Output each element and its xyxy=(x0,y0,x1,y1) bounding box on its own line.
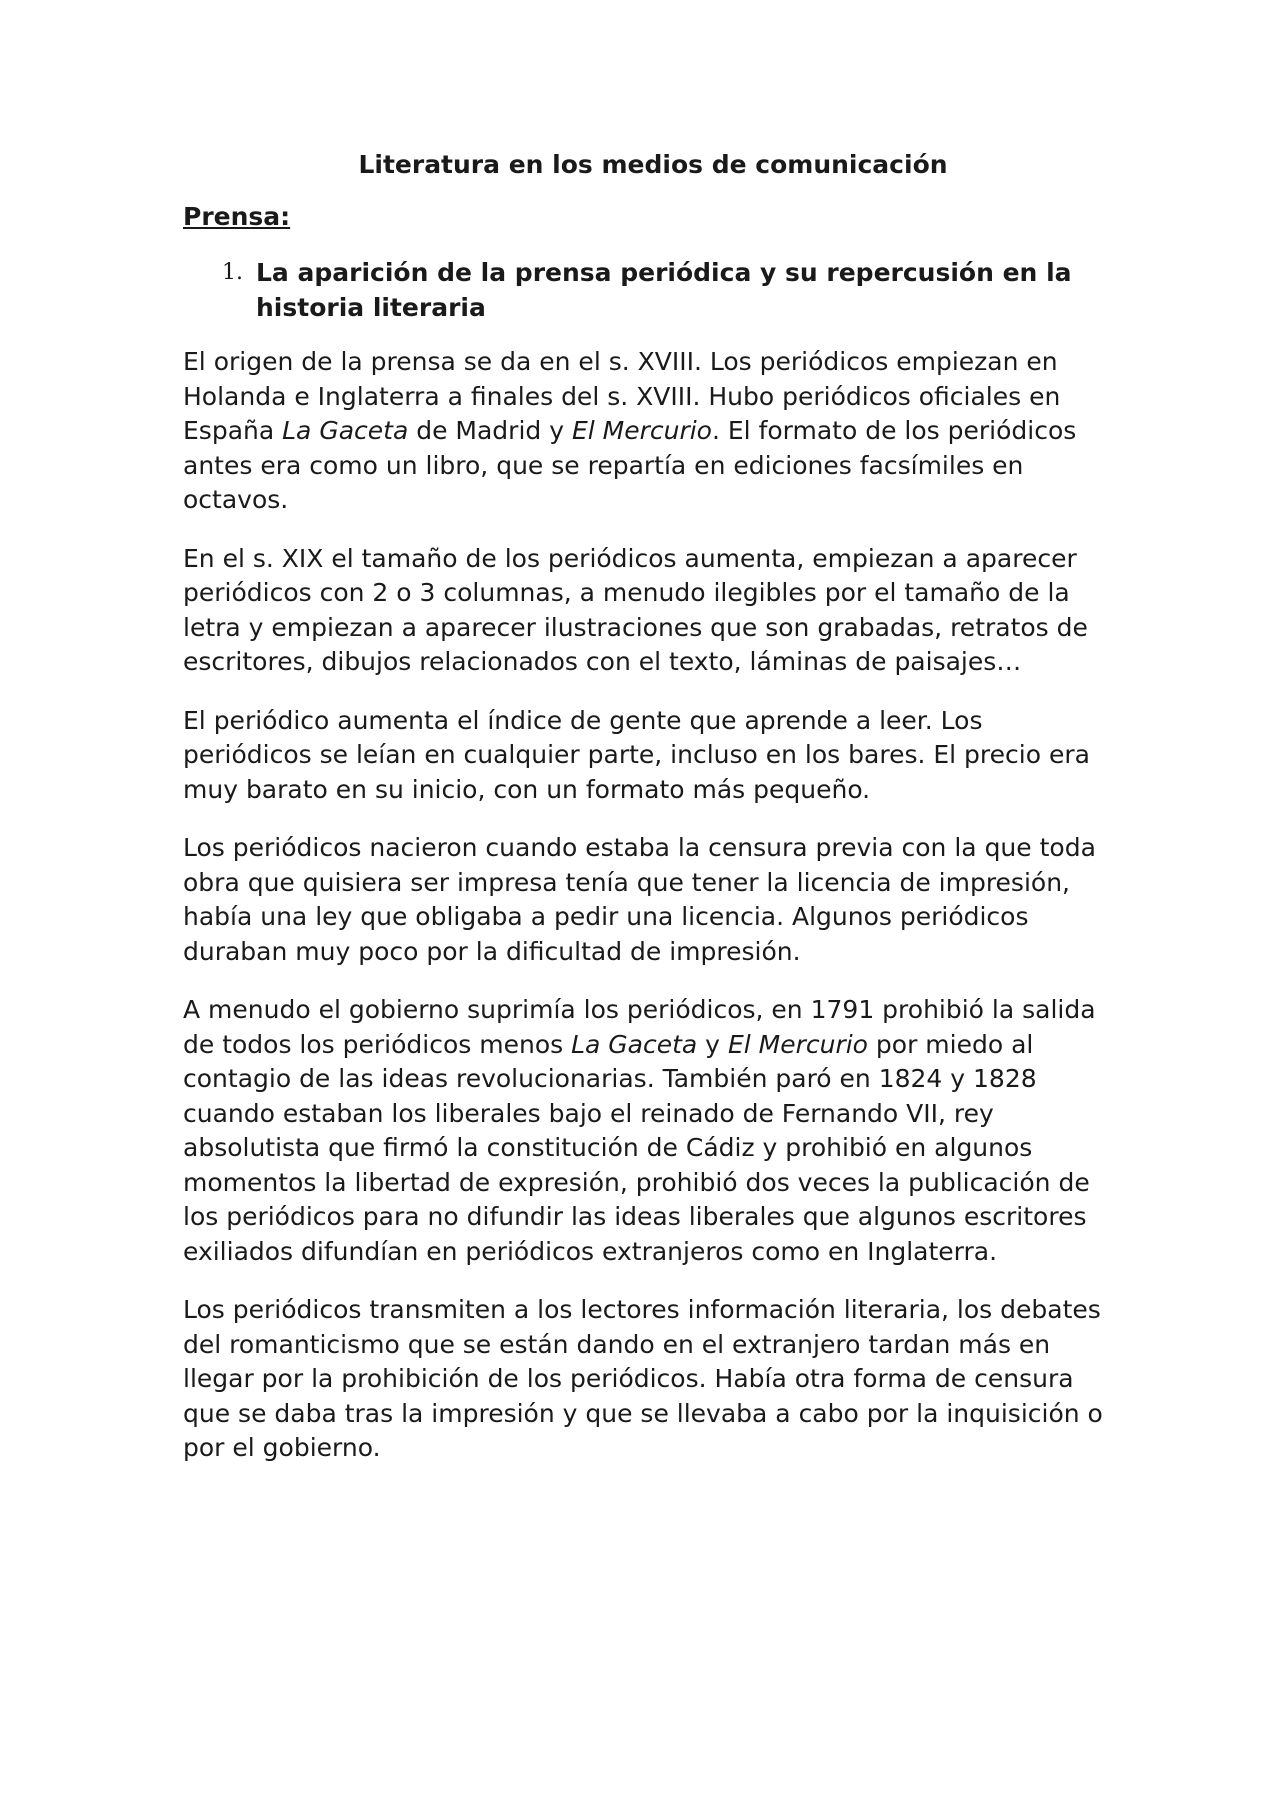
newspaper-title: La Gaceta xyxy=(571,1029,698,1059)
section-heading: Prensa: xyxy=(183,202,291,231)
paragraph-text: . El formato de los periódicos antes era como un libro, que se repartía en ediciones facsímiles en octavos. xyxy=(183,416,1077,514)
list-number: 1. xyxy=(222,260,243,285)
document-body xyxy=(183,148,1103,1490)
page-title: Literatura en los medios de comunicación xyxy=(358,150,948,179)
paragraph-text: de Madrid y xyxy=(408,416,572,445)
numbered-list-item xyxy=(183,256,1103,325)
newspaper-title: El Mercurio xyxy=(727,1029,868,1059)
paragraph-text: y xyxy=(697,1029,728,1059)
paragraph-4: Los periódicos nacieron cuando estaba la censura previa con la que toda obra que quisiera ser impresa tenía que tener la licencia de impresión, había una ley que obligaba a pedir una licencia. Algunos periódicos duraban muy poco por la dificultad de impresión. xyxy=(183,833,1096,966)
list-item-heading: La aparición de la prensa periódica y su repercusión en la historia literaria xyxy=(256,258,1072,322)
paragraph-5 xyxy=(183,993,1103,1269)
newspaper-title: El Mercurio xyxy=(571,416,712,445)
paragraph-text: A menudo el gobierno suprimía los periódicos, en 1791 prohibió la salida de todos los periódicos menos xyxy=(183,995,1096,1059)
paragraph-text: por miedo al contagio de las ideas revolucionarias. También paró en 1824 y 1828 cuando estaban los liberales bajo el reinado de Fernando VII, rey absolutista que firmó la constitución de Cádiz y prohibió en algunos momentos la libertad de expresión, prohibió dos veces la publicación de los periódicos para no difundir las ideas liberales que algunos escritores exiliados difundían en periódicos extranjeros como en Inglaterra. xyxy=(183,1029,1090,1266)
paragraph-3: El periódico aumenta el índice de gente que aprende a leer. Los periódicos se leían en cualquier parte, incluso en los bares. El precio era muy barato en su inicio, con un formato más pequeño. xyxy=(183,705,1090,804)
newspaper-title: La Gaceta xyxy=(282,416,409,445)
paragraph-text: El origen de la prensa se da en el s. XVIII. Los periódicos empiezan en Holanda e Inglaterra a finales del s. XVIII. Hubo periódicos oficiales en España xyxy=(183,347,1061,445)
paragraph-2: En el s. XIX el tamaño de los periódicos aumenta, empiezan a aparecer periódicos con 2 o 3 columnas, a menudo ilegibles por el tamaño de la letra y empiezan a aparecer ilustraciones que son grabadas, retratos de escritores, dibujos relacionados con el texto, láminas de paisajes… xyxy=(183,543,1088,676)
paragraph-1 xyxy=(183,345,1103,518)
paragraph-6: Los periódicos transmiten a los lectores información literaria, los debates del romanticismo que se están dando en el extranjero tardan más en llegar por la prohibición de los periódicos. Había otra forma de censura que se daba tras la impresión y que se llevaba a cabo por la inquisición o por el gobierno. xyxy=(183,1295,1103,1462)
